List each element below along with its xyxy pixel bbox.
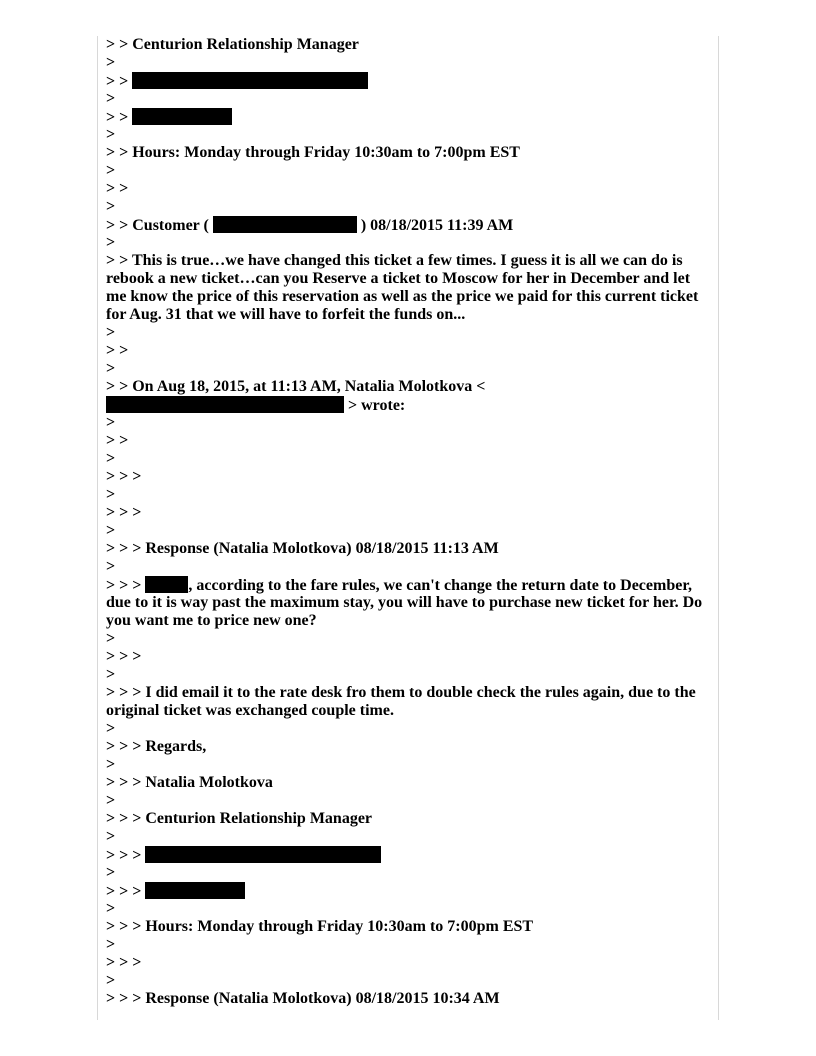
- text-line: [106, 450, 718, 468]
- text-line: [106, 882, 718, 900]
- text-line: [106, 666, 718, 684]
- text-line: [106, 252, 718, 270]
- line-text: > > This is true…we have changed this ticket a few times. I guess it is all we can do is: [106, 252, 683, 269]
- text-line: [106, 396, 718, 414]
- line-text: >: [106, 900, 116, 917]
- text-line: [106, 918, 718, 936]
- line-text: >: [106, 90, 116, 107]
- line-text: >: [106, 756, 116, 773]
- line-text: > > Centurion Relationship Manager: [106, 36, 359, 53]
- line-text: > > > Centurion Relationship Manager: [106, 810, 373, 827]
- page-border-right: [718, 36, 719, 1020]
- text-line: [106, 72, 718, 90]
- line-text: > > > I did email it to the rate desk fro them to double check the rules again, due to the: [106, 684, 696, 701]
- text-line: [106, 198, 718, 216]
- line-text: >: [106, 414, 116, 431]
- line-text: >: [106, 162, 116, 179]
- text-line: [106, 972, 718, 990]
- text-line: [106, 936, 718, 954]
- line-text: >: [106, 450, 116, 467]
- line-text: > > >: [106, 577, 146, 594]
- line-text: me know the price of this reservation as well as the price we paid for this current ticket: [106, 288, 699, 305]
- text-line: [106, 270, 718, 288]
- text-line: [106, 378, 718, 396]
- text-line: [106, 792, 718, 810]
- line-text: you want me to price new one?: [106, 612, 317, 629]
- text-line: [106, 864, 718, 882]
- text-line: [106, 558, 718, 576]
- redaction-box: [145, 576, 188, 593]
- line-text: > >: [106, 342, 129, 359]
- line-text: >: [106, 972, 116, 989]
- text-line: [106, 288, 718, 306]
- line-text: for Aug. 31 that we will have to forfeit the funds on...: [106, 306, 466, 323]
- text-line: [106, 144, 718, 162]
- text-line: [106, 774, 718, 792]
- line-text: >: [106, 486, 116, 503]
- line-text: > > > Natalia Molotkova: [106, 774, 273, 791]
- line-text: > > > Response (Natalia Molotkova) 08/18/2015 11:13 AM: [106, 540, 499, 557]
- text-line: [106, 432, 718, 450]
- text-line: [106, 324, 718, 342]
- page-border-left: [97, 36, 98, 1020]
- text-line: [106, 630, 718, 648]
- text-line: [106, 738, 718, 756]
- text-line: [106, 126, 718, 144]
- text-line: [106, 486, 718, 504]
- line-text: >: [106, 126, 116, 143]
- line-text: >: [106, 828, 116, 845]
- text-line: [106, 468, 718, 486]
- text-line: [106, 954, 718, 972]
- line-text: >: [106, 234, 116, 251]
- email-thread-body: [106, 36, 718, 1008]
- line-text: >: [106, 936, 116, 953]
- text-line: [106, 648, 718, 666]
- line-text: > wrote:: [344, 397, 406, 414]
- line-text: > > >: [106, 883, 146, 900]
- line-text: >: [106, 720, 116, 737]
- line-text: >: [106, 666, 116, 683]
- redaction-box: [213, 216, 357, 233]
- line-text: rebook a new ticket…can you Reserve a ticket to Moscow for her in December and let: [106, 270, 691, 287]
- text-line: [106, 162, 718, 180]
- line-text: >: [106, 522, 116, 539]
- text-line: [106, 216, 718, 234]
- line-text: > >: [106, 109, 133, 126]
- text-line: [106, 810, 718, 828]
- text-line: [106, 414, 718, 432]
- line-text: >: [106, 360, 116, 377]
- text-line: [106, 234, 718, 252]
- line-text: > >: [106, 432, 129, 449]
- line-text: > > On Aug 18, 2015, at 11:13 AM, Natalia Molotkova <: [106, 378, 486, 395]
- line-text: > > >: [106, 468, 142, 485]
- line-text: >: [106, 54, 116, 71]
- line-text: original ticket was exchanged couple time.: [106, 702, 394, 719]
- text-line: [106, 756, 718, 774]
- text-line: [106, 504, 718, 522]
- line-text: >: [106, 324, 116, 341]
- text-line: [106, 900, 718, 918]
- redaction-box: [145, 882, 245, 899]
- text-line: [106, 828, 718, 846]
- text-line: [106, 684, 718, 702]
- line-text: > >: [106, 73, 133, 90]
- line-text: > > > Regards,: [106, 738, 207, 755]
- text-line: [106, 180, 718, 198]
- text-line: [106, 90, 718, 108]
- text-line: [106, 108, 718, 126]
- line-text: > > Customer (: [106, 217, 213, 234]
- text-line: [106, 306, 718, 324]
- text-line: [106, 342, 718, 360]
- text-line: [106, 612, 718, 630]
- line-text: > > Hours: Monday through Friday 10:30am to 7:00pm EST: [106, 144, 520, 161]
- line-text: > > >: [106, 648, 142, 665]
- line-text: >: [106, 558, 116, 575]
- redaction-box: [145, 846, 381, 863]
- redaction-box: [132, 72, 368, 89]
- line-text: due to it is way past the maximum stay, you will have to purchase new ticket for her. Do: [106, 594, 703, 611]
- text-line: [106, 720, 718, 738]
- line-text: > > >: [106, 504, 142, 521]
- text-line: [106, 540, 718, 558]
- line-text: > > > Response (Natalia Molotkova) 08/18/2015 10:34 AM: [106, 990, 500, 1007]
- line-text: >: [106, 864, 116, 881]
- line-text: ) 08/18/2015 11:39 AM: [356, 217, 514, 234]
- text-line: [106, 846, 718, 864]
- line-text: > > >: [106, 954, 142, 971]
- line-text: >: [106, 198, 116, 215]
- line-text: > > >: [106, 847, 146, 864]
- text-line: [106, 990, 718, 1008]
- text-line: [106, 360, 718, 378]
- text-line: [106, 54, 718, 72]
- text-line: [106, 36, 718, 54]
- text-line: [106, 522, 718, 540]
- line-text: , according to the fare rules, we can't change the return date to December,: [188, 577, 692, 594]
- line-text: > > > Hours: Monday through Friday 10:30am to 7:00pm EST: [106, 918, 534, 935]
- text-line: [106, 576, 718, 594]
- redaction-box: [106, 396, 344, 413]
- line-text: >: [106, 792, 116, 809]
- line-text: >: [106, 630, 116, 647]
- redaction-box: [132, 108, 232, 125]
- line-text: > >: [106, 180, 129, 197]
- text-line: [106, 702, 718, 720]
- text-line: [106, 594, 718, 612]
